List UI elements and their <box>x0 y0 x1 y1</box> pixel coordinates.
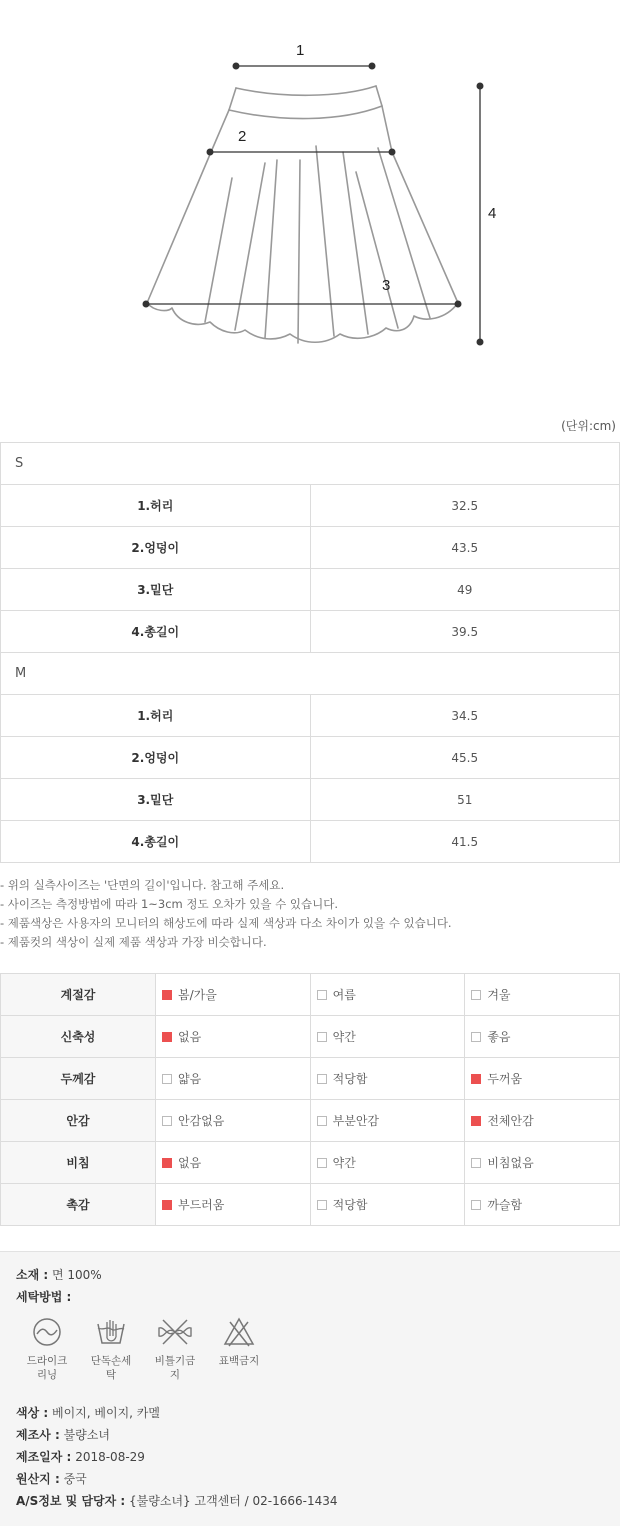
option-text: 안감없음 <box>178 1114 225 1128</box>
note-line: - 사이즈는 측정방법에 따라 1~3cm 정도 오차가 있을 수 있습니다. <box>0 897 339 911</box>
attribute-option <box>310 1184 465 1226</box>
measure-label-2: 2 <box>238 128 247 145</box>
unchecked-box-icon <box>317 1074 327 1084</box>
attribute-option <box>156 1016 311 1058</box>
attribute-label: 두께감 <box>1 1058 156 1100</box>
size-name: S <box>1 443 620 485</box>
checked-box-icon <box>162 1200 172 1210</box>
attribute-option <box>156 1142 311 1184</box>
attribute-option <box>310 1100 465 1142</box>
care-item-no-wring <box>147 1316 203 1382</box>
measure-name: 2.엉덩이 <box>1 737 311 779</box>
date-row <box>16 1448 145 1465</box>
checked-box-icon <box>162 990 172 1000</box>
as-label: A/S정보 및 담당자 : <box>16 1494 126 1508</box>
size-header-row <box>1 653 620 695</box>
unchecked-box-icon <box>317 1032 327 1042</box>
table-row <box>1 527 620 569</box>
attribute-option <box>465 1016 620 1058</box>
attribute-label: 비침 <box>1 1142 156 1184</box>
attribute-option <box>310 1058 465 1100</box>
size-header-row <box>1 443 620 485</box>
option-text: 좋음 <box>487 1030 511 1044</box>
care-item-dry-clean <box>19 1316 75 1382</box>
color-row <box>16 1404 160 1421</box>
measure-name: 3.밑단 <box>1 569 311 611</box>
option-text: 없음 <box>178 1156 202 1170</box>
attribute-row <box>1 1100 620 1142</box>
option-text: 적당함 <box>332 1072 368 1086</box>
attribute-option <box>156 1100 311 1142</box>
measure-name: 4.총길이 <box>1 611 311 653</box>
care-label: 드라이크 리닝 <box>26 1355 68 1381</box>
note-line: - 위의 실측사이즈는 '단면의 길이'입니다. 참고해 주세요. <box>0 878 285 892</box>
size-notes <box>0 876 620 952</box>
option-text: 적당함 <box>332 1198 368 1212</box>
measure-label-3: 3 <box>382 277 391 294</box>
measure-value: 51 <box>310 779 620 821</box>
date-value: 2018-08-29 <box>75 1450 145 1464</box>
size-table <box>0 442 620 863</box>
option-text: 여름 <box>332 988 356 1002</box>
color-value: 베이지, 베이지, 카멜 <box>52 1406 160 1420</box>
size-name: M <box>1 653 620 695</box>
color-label: 색상 : <box>16 1406 49 1420</box>
measure-value: 39.5 <box>310 611 620 653</box>
measure-value: 43.5 <box>310 527 620 569</box>
unchecked-box-icon <box>317 1158 327 1168</box>
attribute-label: 계절감 <box>1 974 156 1016</box>
material-label: 소재 : <box>16 1268 49 1282</box>
option-text: 겨울 <box>487 988 511 1002</box>
product-info-box <box>0 1251 620 1526</box>
option-text: 부분안감 <box>332 1114 380 1128</box>
attribute-row <box>1 1184 620 1226</box>
skirt-size-diagram <box>0 0 620 400</box>
measure-name: 1.허리 <box>1 695 311 737</box>
attribute-row <box>1 1016 620 1058</box>
table-row <box>1 569 620 611</box>
option-text: 얇음 <box>178 1072 202 1086</box>
attribute-label: 촉감 <box>1 1184 156 1226</box>
attribute-option <box>156 1058 311 1100</box>
attribute-option <box>156 1184 311 1226</box>
unchecked-box-icon <box>471 1200 481 1210</box>
attribute-row <box>1 1058 620 1100</box>
wash-row <box>16 1288 71 1305</box>
attribute-row <box>1 974 620 1016</box>
checked-box-icon <box>162 1158 172 1168</box>
note-line: - 제품색상은 사용자의 모니터의 해상도에 따라 실제 색상과 다소 차이가 있을 수 있습니다. <box>0 916 452 930</box>
attribute-option <box>310 974 465 1016</box>
attribute-option <box>465 974 620 1016</box>
attribute-option <box>465 1142 620 1184</box>
unchecked-box-icon <box>471 990 481 1000</box>
attribute-option <box>310 1142 465 1184</box>
attribute-label: 신축성 <box>1 1016 156 1058</box>
attribute-option <box>465 1184 620 1226</box>
table-row <box>1 485 620 527</box>
unchecked-box-icon <box>317 1116 327 1126</box>
checked-box-icon <box>162 1032 172 1042</box>
measure-label-1: 1 <box>296 42 305 59</box>
maker-value: 불량소녀 <box>63 1428 110 1442</box>
maker-label: 제조사 : <box>16 1428 60 1442</box>
table-row <box>1 821 620 863</box>
unchecked-box-icon <box>317 990 327 1000</box>
no-wring-icon <box>157 1316 193 1348</box>
measure-name: 3.밑단 <box>1 779 311 821</box>
care-label: 표백금지 <box>218 1355 260 1367</box>
option-text: 약간 <box>332 1030 356 1044</box>
table-row <box>1 611 620 653</box>
option-text: 없음 <box>178 1030 202 1044</box>
measure-name: 4.총길이 <box>1 821 311 863</box>
care-label: 비틀기금 지 <box>154 1355 196 1381</box>
dry-clean-icon <box>31 1316 63 1348</box>
attribute-option <box>465 1058 620 1100</box>
option-text: 전체안감 <box>487 1114 534 1128</box>
table-row <box>1 737 620 779</box>
origin-value: 중국 <box>63 1472 87 1486</box>
attribute-option <box>156 974 311 1016</box>
maker-row <box>16 1426 110 1443</box>
attribute-row <box>1 1142 620 1184</box>
measure-value: 41.5 <box>310 821 620 863</box>
table-row <box>1 779 620 821</box>
checked-box-icon <box>471 1116 481 1126</box>
wash-label: 세탁방법 : <box>16 1290 72 1304</box>
unit-label: (단위:cm) <box>561 419 616 433</box>
option-text: 부드러움 <box>178 1198 225 1212</box>
unchecked-box-icon <box>317 1200 327 1210</box>
option-text: 까슬함 <box>487 1198 523 1212</box>
material-row <box>16 1266 102 1283</box>
option-text: 봄/가을 <box>178 988 217 1002</box>
measure-label-4: 4 <box>488 205 497 222</box>
no-bleach-icon <box>223 1316 255 1348</box>
as-row <box>16 1492 338 1509</box>
as-value: {불량소녀} 고객센터 / 02-1666-1434 <box>129 1494 338 1508</box>
care-label: 단독손세 탁 <box>90 1355 132 1381</box>
material-value: 면 100% <box>52 1268 102 1282</box>
note-line: - 제품컷의 색상이 실제 제품 색상과 가장 비슷합니다. <box>0 935 267 949</box>
date-label: 제조일자 : <box>16 1450 72 1464</box>
skirt-illustration <box>0 0 620 400</box>
origin-row <box>16 1470 87 1487</box>
measure-value: 49 <box>310 569 620 611</box>
care-item-no-bleach <box>211 1316 267 1368</box>
table-row <box>1 695 620 737</box>
measure-name: 1.허리 <box>1 485 311 527</box>
origin-label: 원산지 : <box>16 1472 60 1486</box>
measure-value: 45.5 <box>310 737 620 779</box>
option-text: 비침없음 <box>487 1156 534 1170</box>
option-text: 두꺼움 <box>487 1072 523 1086</box>
attribute-label: 안감 <box>1 1100 156 1142</box>
measure-name: 2.엉덩이 <box>1 527 311 569</box>
unchecked-box-icon <box>471 1158 481 1168</box>
unchecked-box-icon <box>162 1074 172 1084</box>
attribute-option <box>310 1016 465 1058</box>
attribute-table <box>0 973 620 1226</box>
care-item-hand-wash <box>83 1316 139 1382</box>
attribute-option <box>465 1100 620 1142</box>
unchecked-box-icon <box>162 1116 172 1126</box>
unchecked-box-icon <box>471 1032 481 1042</box>
measure-value: 34.5 <box>310 695 620 737</box>
measure-value: 32.5 <box>310 485 620 527</box>
option-text: 약간 <box>332 1156 356 1170</box>
hand-wash-icon <box>95 1316 127 1348</box>
checked-box-icon <box>471 1074 481 1084</box>
